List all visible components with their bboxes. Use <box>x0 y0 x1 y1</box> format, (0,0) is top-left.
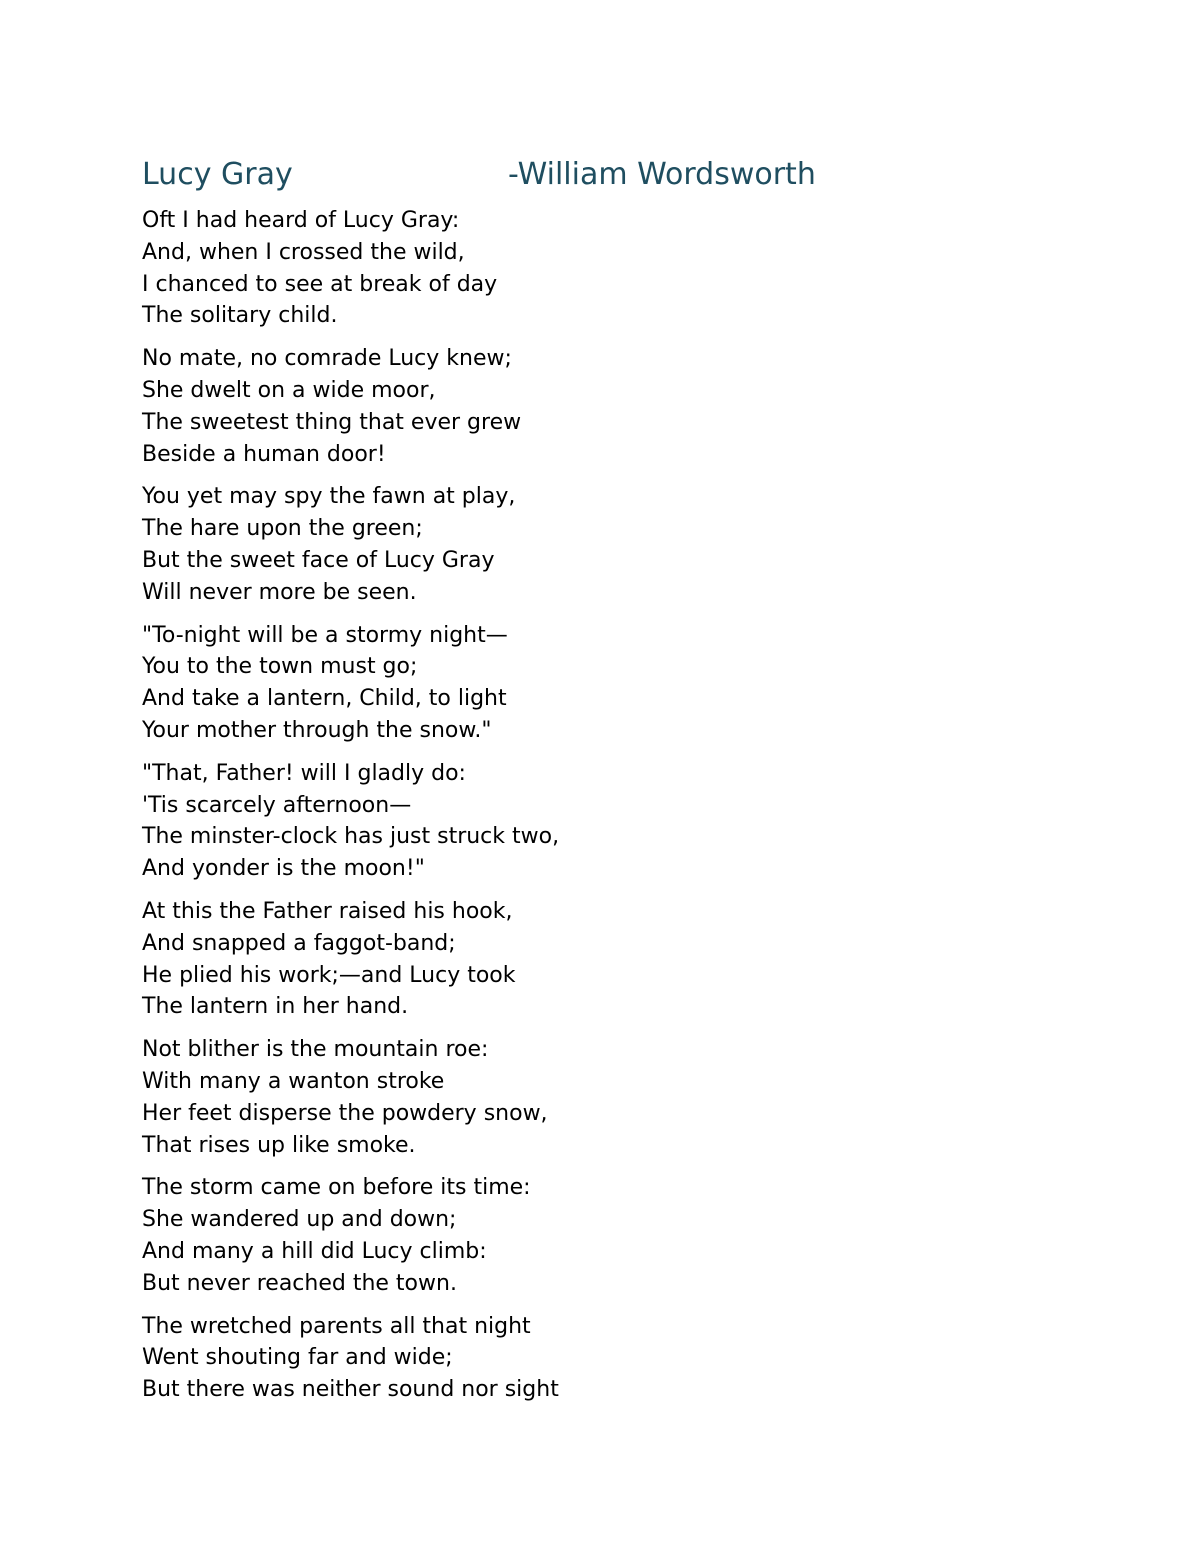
stanza <box>142 896 1042 1023</box>
poem-line: No mate, no comrade Lucy knew; <box>142 346 512 372</box>
poem-body <box>142 205 1042 1417</box>
poem-line: She dwelt on a wide moor, <box>142 377 436 403</box>
poem-line: The storm came on before its time: <box>142 1175 531 1201</box>
poem-line: But the sweet face of Lucy Gray <box>142 547 495 573</box>
poem-author: -William Wordsworth <box>508 157 816 192</box>
poem-title: Lucy Gray <box>142 157 293 192</box>
stanza <box>142 343 1042 470</box>
poem-line: Her feet disperse the powdery snow, <box>142 1100 548 1126</box>
poem-line: You to the town must go; <box>142 654 418 680</box>
poem-line: The hare upon the green; <box>142 516 423 542</box>
poem-line: With many a wanton stroke <box>142 1068 445 1094</box>
poem-line: Not blither is the mountain roe: <box>142 1037 489 1063</box>
poem-line: The sweetest thing that ever grew <box>142 409 522 435</box>
poem-line: And yonder is the moon!" <box>142 856 425 882</box>
poem-line: Beside a human door! <box>142 441 386 467</box>
stanza <box>142 1172 1042 1299</box>
poem-line: And take a lantern, Child, to light <box>142 686 507 712</box>
poem-line: She wandered up and down; <box>142 1207 457 1233</box>
poem-line: And snapped a faggot-band; <box>142 930 456 956</box>
poem-line: Oft I had heard of Lucy Gray: <box>142 208 460 233</box>
poem-line: Will never more be seen. <box>142 579 417 605</box>
poem-line: And many a hill did Lucy climb: <box>142 1238 487 1264</box>
stanza <box>142 620 1042 747</box>
stanza <box>142 1034 1042 1161</box>
poem-line: "That, Father! will I gladly do: <box>142 760 466 786</box>
poem-line: "To-night will be a stormy night— <box>142 622 508 648</box>
title-row <box>142 153 1042 197</box>
poem-line: And, when I crossed the wild, <box>142 239 465 265</box>
poem-line: The lantern in her hand. <box>142 994 409 1020</box>
poem-line: But there was neither sound nor sight <box>142 1377 559 1403</box>
poem-line: Went shouting far and wide; <box>142 1345 453 1371</box>
poem-line: That rises up like smoke. <box>142 1132 416 1158</box>
poem-line: The minster-clock has just struck two, <box>142 824 560 850</box>
poem-line: The solitary child. <box>142 303 338 329</box>
stanza <box>142 758 1042 885</box>
poem-line: You yet may spy the fawn at play, <box>142 484 516 510</box>
stanza <box>142 481 1042 608</box>
poem-line: 'Tis scarcely afternoon— <box>142 792 412 818</box>
poem-line: He plied his work;—and Lucy took <box>142 962 516 988</box>
stanza <box>142 205 1042 332</box>
stanza <box>142 1311 1042 1406</box>
poem-line: Your mother through the snow." <box>142 717 492 743</box>
poem-line: But never reached the town. <box>142 1270 457 1296</box>
poem-line: The wretched parents all that night <box>142 1313 531 1339</box>
poem-line: At this the Father raised his hook, <box>142 898 513 924</box>
poem-line: I chanced to see at break of day <box>142 271 498 297</box>
